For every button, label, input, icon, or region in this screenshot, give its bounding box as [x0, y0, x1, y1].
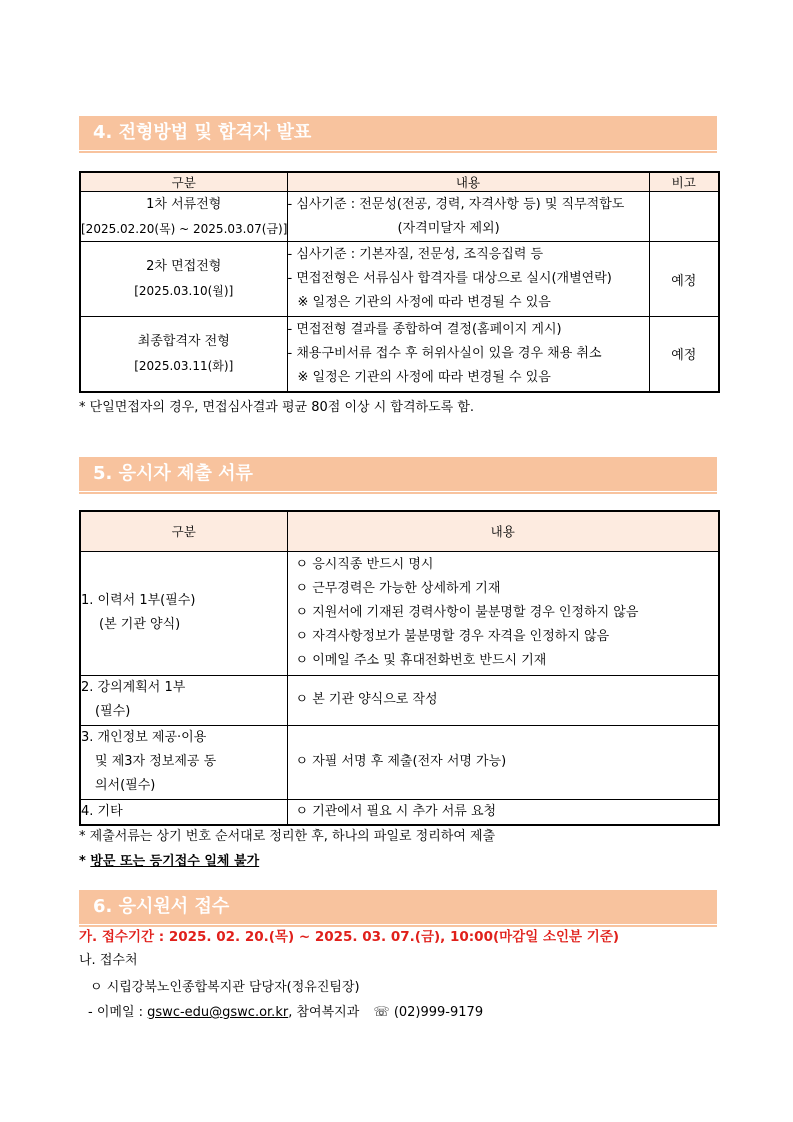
application-place-label: 나. 접수처 [79, 953, 138, 968]
header-remark: 비고 [649, 172, 719, 192]
application-period: 가. 접수기간 : 2025. 02. 20.(목) ~ 2025. 03. 07.(금), 10:00(마감일 소인분 기준) [79, 929, 620, 945]
email-link[interactable]: gswc-edu@gswc.or.kr [147, 1005, 289, 1020]
table-row [80, 242, 719, 317]
row-content: - 심사기준 : 기본자질, 전문성, 조직응집력 등 - 면접전형은 서류심사 합격자를 대상으로 실시(개별연락) ※ 일정은 기관의 사정에 따라 변경될 수 있음 [287, 242, 649, 317]
selection-table [79, 171, 720, 393]
organization: ㅇ 시립강북노인종합복지관 담당자(정유진팀장) [90, 980, 360, 995]
row-category: 2. 강의계획서 1부 (필수) [80, 675, 287, 725]
row-content: - 면접전형 결과를 종합하여 결정(홈페이지 게시) - 채용구비서류 접수 후 허위사실이 있을 경우 채용 취소 ※ 일정은 기관의 사정에 따라 변경될 수 있음 [287, 317, 649, 392]
row-category: 1. 이력서 1부(필수) (본 기관 양식) [80, 551, 287, 675]
header-content: 내용 [287, 511, 719, 551]
contact-line: - 이메일 : gswc-edu@gswc.or.kr, 참여복지과 ☏ (02)999-9179 [88, 1005, 484, 1020]
phone-number: (02)999-9179 [393, 1005, 484, 1020]
section-5-title-text: 5. 응시자 제출 서류 [93, 463, 253, 484]
row-category: 1차 서류전형 [2025.02.20(목) ~ 2025.03.07(금)] [80, 192, 287, 242]
section-5-warning: * 방문 또는 등기접수 일체 불가 [79, 854, 260, 869]
phone-icon: ☏ [373, 1005, 390, 1020]
header-content: 내용 [287, 172, 649, 192]
table-row [80, 551, 719, 675]
section-6-title [79, 890, 717, 924]
row-content: ㅇ 자필 서명 후 제출(전자 서명 가능) [287, 725, 719, 799]
no-visit-warning: 방문 또는 등기접수 일체 불가 [90, 854, 260, 869]
section-4-note: * 단일면접자의 경우, 면접심사결과 평균 80점 이상 시 합격하도록 함. [79, 400, 475, 415]
row-category: 2차 면접전형 [2025.03.10(월)] [80, 242, 287, 317]
row-remark: 예정 [649, 242, 719, 317]
section-4-title-text: 4. 전형방법 및 합격자 발표 [93, 122, 312, 143]
row-content: - 심사기준 : 전문성(전공, 경력, 자격사항 등) 및 직무적합도 (자격미달자 제외) [287, 192, 649, 242]
section-5-title [79, 457, 717, 491]
section-6-title-text: 6. 응시원서 접수 [93, 896, 230, 917]
row-content: ㅇ 기관에서 필요 시 추가 서류 요청 [287, 799, 719, 825]
header-category: 구분 [80, 172, 287, 192]
table-row [80, 675, 719, 725]
row-remark: 예정 [649, 317, 719, 392]
row-remark [649, 192, 719, 242]
header-category: 구분 [80, 511, 287, 551]
table-row [80, 725, 719, 799]
table-row [80, 192, 719, 242]
row-category: 4. 기타 [80, 799, 287, 825]
section-5-note: * 제출서류는 상기 번호 순서대로 정리한 후, 하나의 파일로 정리하여 제출 [79, 829, 496, 844]
section-4-title [79, 116, 717, 150]
row-content: ㅇ 본 기관 양식으로 작성 [287, 675, 719, 725]
row-category: 최종합격자 전형 [2025.03.11(화)] [80, 317, 287, 392]
table-row [80, 799, 719, 825]
table-row [80, 317, 719, 392]
documents-table [79, 510, 720, 826]
row-content: ㅇ 응시직종 반드시 명시 ㅇ 근무경력은 가능한 상세하게 기재 ㅇ 지원서에 기재된 경력사항이 불분명할 경우 인정하지 않음 ㅇ 자격사항정보가 불분명할 경우 자격을 인정하지 않음 ㅇ 이메일 주소 및 휴대전화번호 반드시 기재 [287, 551, 719, 675]
row-category: 3. 개인정보 제공·이용 및 제3자 정보제공 동 의서(필수) [80, 725, 287, 799]
